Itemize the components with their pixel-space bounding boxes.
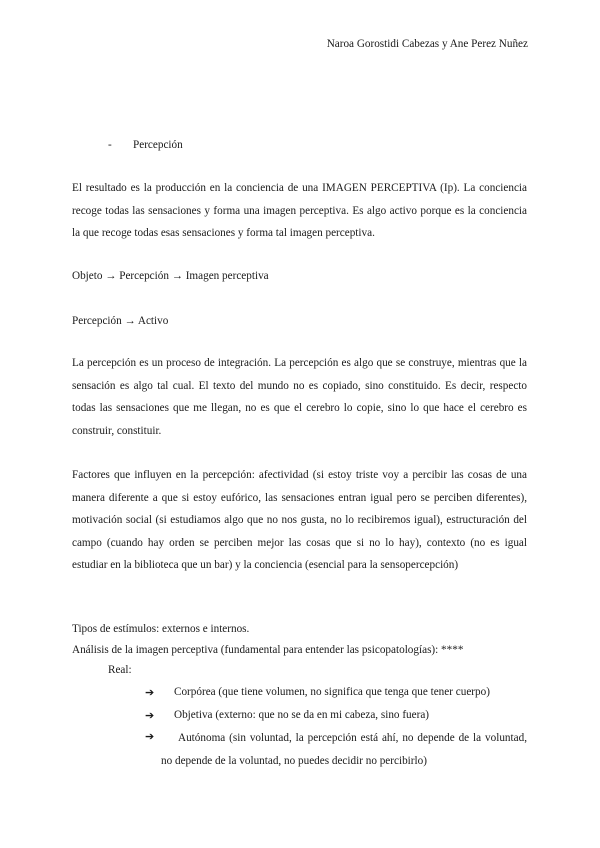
flow-percepcion-activo: Percepción → Activo <box>72 315 169 327</box>
heading-dash: - <box>108 139 112 151</box>
arrow-icon: ➔ <box>145 731 155 743</box>
bullet-text: Objetiva (externo: que no se da en mi cabeza, sino fuera) <box>174 709 430 721</box>
bullet-corporea <box>145 686 527 698</box>
analisis-imagen-perceptiva: Análisis de la imagen perceptiva (fundamental para entender las psicopatologías): **** <box>72 644 464 656</box>
paragraph-factores: Factores que influyen en la percepción: afectividad (si estoy triste voy a percibir las cosas de una manera diferente a que si estoy eufórico, las sensaciones entran igual pero se perciben diferentes), motivación social (si estudiamos algo que no nos gusta, no lo recibiremos igual), estructuración del campo (cuando hay orden se perciben mejor las cosas que si no lo hay), contexto (no es igual estudiar en la biblioteca que un bar) y la conciencia (esencial para la sensopercepción) <box>72 469 527 571</box>
bullet-objetiva <box>145 709 527 721</box>
bullet-text: Corpórea (que tiene volumen, no significa que tenga que tener cuerpo) <box>174 686 490 698</box>
bullet-autonoma <box>145 727 527 772</box>
arrow-icon: ➔ <box>145 687 155 699</box>
flow-objeto-imagen: Objeto → Percepción → Imagen perceptiva <box>72 270 269 282</box>
paragraph-integracion: La percepción es un proceso de integración. La percepción es algo que se construye, mientras que la sensación es algo tal cual. El texto del mundo no es copiado, sino constituido. Es decir, respecto todas las sensaciones que me llegan, no es que el cerebro lo copie, sino lo que hace el cerebro es construir, constituir. <box>72 357 527 437</box>
real-label: Real: <box>108 664 132 676</box>
tipos-estimulos: Tipos de estímulos: externos e internos. <box>72 623 250 635</box>
document-header-authors: Naroa Gorostidi Cabezas y Ane Perez Nuñez <box>326 38 528 50</box>
paragraph-imagen-perceptiva: El resultado es la producción en la conciencia de una IMAGEN PERCEPTIVA (Ip). La conciencia recoge todas las sensaciones y forma una imagen perceptiva. Es algo activo porque es la conciencia la que recoge todas esas sensaciones y forma tal imagen perceptiva. <box>72 182 527 239</box>
section-heading <box>108 139 183 151</box>
section-title: Percepción <box>133 139 183 151</box>
arrow-icon: ➔ <box>145 710 155 722</box>
bullet-text: Autónoma (sin voluntad, la percepción está ahí, no depende de la voluntad, no depende de la voluntad, no puedes decidir no percibirlo) <box>161 732 527 767</box>
